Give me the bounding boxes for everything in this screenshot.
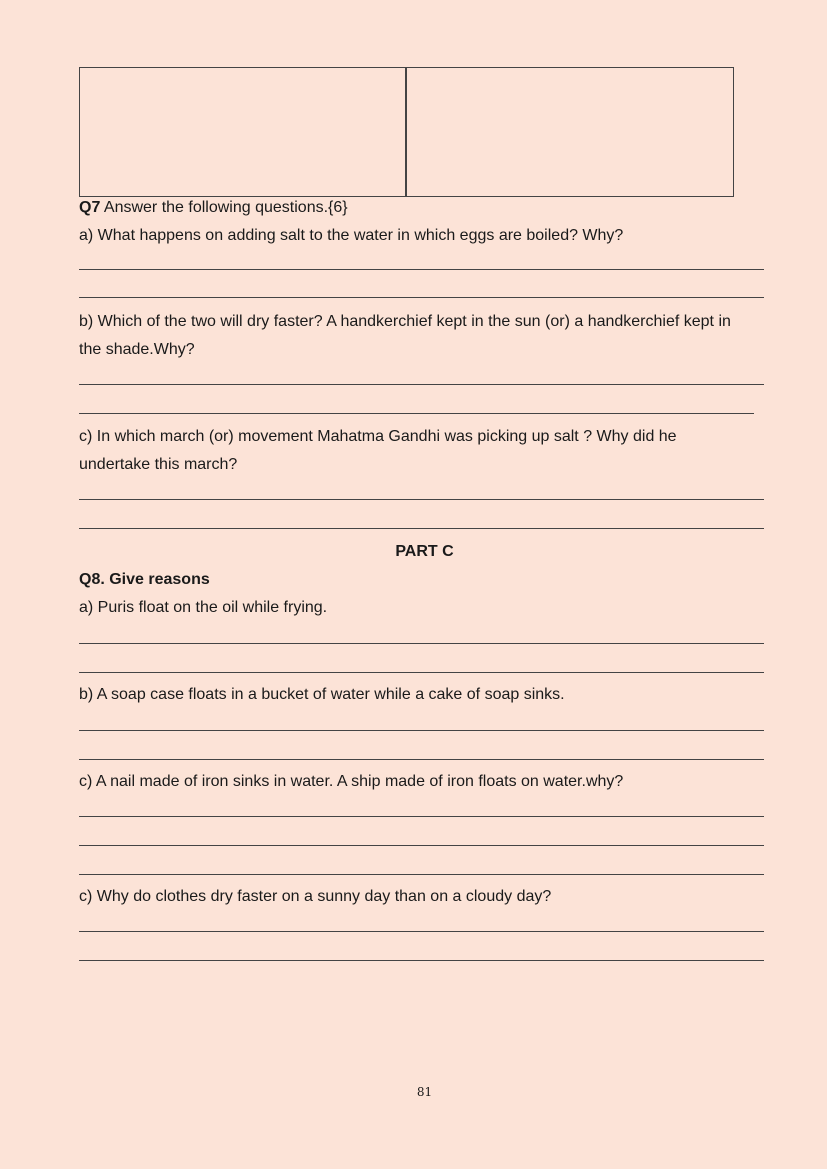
q7-title: Answer the following questions.{6} — [100, 199, 348, 216]
answer-line[interactable] — [79, 269, 764, 270]
answer-line[interactable] — [79, 384, 764, 385]
q8-b: b) A soap case floats in a bucket of water while a cake of soap sinks. — [79, 686, 565, 703]
q7-b-line1: b) Which of the two will dry faster? A handkerchief kept in the sun (or) a handkerchief kept in — [79, 313, 731, 330]
q8-a: a) Puris float on the oil while frying. — [79, 599, 328, 616]
q7-label: Q7 — [79, 199, 101, 216]
answer-line[interactable] — [79, 759, 764, 760]
table-cell-right — [405, 67, 734, 197]
q7-heading — [79, 199, 348, 217]
answer-line[interactable] — [79, 297, 764, 298]
q7-c-line2: undertake this march? — [79, 456, 238, 473]
part-c-heading: PART C — [395, 543, 454, 560]
answer-line[interactable] — [79, 499, 764, 500]
answer-line[interactable] — [79, 816, 764, 817]
page-number: 81 — [416, 1085, 433, 1099]
q8-d: c) Why do clothes dry faster on a sunny day than on a cloudy day? — [79, 888, 552, 905]
answer-line[interactable] — [79, 672, 764, 673]
answer-line[interactable] — [79, 528, 764, 529]
q7-b-line2: the shade.Why? — [79, 341, 195, 358]
answer-line[interactable] — [79, 643, 764, 644]
q7-a: a) What happens on adding salt to the water in which eggs are boiled? Why? — [79, 227, 624, 244]
q7-c-line1: c) In which march (or) movement Mahatma Gandhi was picking up salt ? Why did he — [79, 428, 677, 445]
q8-title: Q8. Give reasons — [79, 571, 210, 588]
answer-line[interactable] — [79, 960, 764, 961]
answer-line[interactable] — [79, 730, 764, 731]
answer-line[interactable] — [79, 931, 764, 932]
table-cell-left — [79, 67, 407, 197]
answer-line[interactable] — [79, 874, 764, 875]
answer-line[interactable] — [79, 845, 764, 846]
q8-c: c) A nail made of iron sinks in water. A ship made of iron floats on water.why? — [79, 773, 624, 790]
answer-line[interactable] — [79, 413, 754, 414]
